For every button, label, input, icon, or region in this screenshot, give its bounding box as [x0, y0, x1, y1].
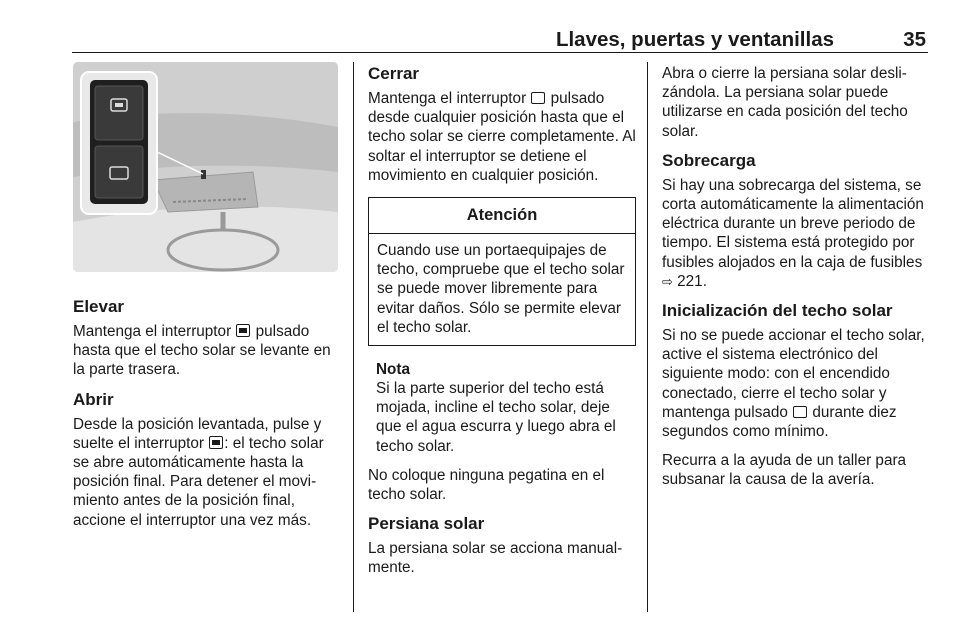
page-number: 35 [903, 28, 926, 51]
column-middle [368, 64, 636, 588]
column-left [73, 62, 341, 540]
sunroof-close-icon [531, 92, 545, 104]
warning-title: Atención [369, 198, 635, 234]
sunroof-switch-illustration [73, 62, 338, 272]
section-heading-cerrar: Cerrar [368, 64, 420, 83]
note-text: Si la parte superior del techo está mojada, incline el techo solar, deje que el agua escurra y luego abra el techo solar. [376, 380, 616, 455]
abrir-text-pre: Desde la posición levantada, pulse y suelte el interruptor [73, 415, 322, 452]
cerrar-text-pre: Mantenga el interruptor [368, 90, 527, 107]
abrir-paragraph [73, 415, 341, 530]
page-reference-icon: ⇨ [662, 273, 673, 289]
sticker-paragraph: No coloque ninguna pegatina en el techo solar. [368, 466, 605, 504]
sunroof-close-icon [793, 406, 807, 418]
note-title: Nota [376, 361, 410, 379]
warning-box [368, 197, 636, 346]
header-title: Llaves, puertas y ventanillas [555, 28, 834, 51]
warning-text: Cuando use un portaequipajes de techo, compruebe que el techo solar se puede mover libremente para evitar daños. Sólo se permite elevar el techo solar. [377, 242, 625, 336]
init-text-post: durante diez segundos como mínimo. [662, 403, 897, 441]
cerrar-text-post: pulsado desde cualquier posición hasta que el techo solar se cierre completamente. Al soltar el interruptor se detiene el movimiento en cualquier posición. [368, 90, 636, 184]
section-heading-sobrecarga: Sobrecarga [662, 150, 756, 170]
sobrecarga-ref-page[interactable]: 221 [677, 272, 703, 290]
sunroof-tilt-icon [236, 324, 250, 337]
persiana-paragraph: La persiana solar se acciona manualmente. [368, 540, 623, 577]
sobrecarga-paragraph: Si hay una sobrecarga del sistema, se corta automáticamente la alimentación eléctrica durante un breve periodo de tiempo. El sistema está protegido por fusibles alojados en la caja de fusibles ⇨ 221. [662, 176, 924, 290]
sunroof-tilt-icon [209, 436, 223, 449]
column-divider [647, 62, 648, 612]
abrir-text-post: : el techo solar se abre automáticamente hasta la posición final. Para detener el movimiento antes de la posición final, accione el interruptor una vez más. [73, 434, 324, 529]
elevar-text-pre: Mantenga el interruptor [73, 323, 232, 340]
workshop-paragraph: Recurra a la ayuda de un taller para subsanar la causa de la avería. [662, 452, 907, 489]
elevar-paragraph [73, 322, 341, 380]
init-text-pre: Si no se puede accionar el techo solar, active el sistema electrónico del siguiente modo: con el encendido conectado, cierre el techo solar y mantenga pulsado [662, 327, 925, 421]
inicializacion-paragraph [662, 326, 932, 441]
persiana-continued-paragraph: Abra o cierre la persiana solar deslizándola. La persiana solar puede utilizarse en cada posición del techo solar. [662, 65, 908, 140]
column-right [662, 64, 932, 500]
sunroof-switch-figure [73, 62, 338, 272]
section-heading-elevar: Elevar [73, 297, 125, 316]
note-block [376, 360, 636, 456]
sobrecarga-text-pre: Si hay una sobrecarga del sistema, se corta automáticamente la alimentación eléctrica durante un breve periodo de tiempo. El sistema está protegido por fusibles alojados en la caja de fusibles [662, 176, 924, 271]
cerrar-paragraph [368, 89, 636, 185]
page-header [72, 26, 928, 53]
section-heading-abrir: Abrir [73, 389, 114, 409]
section-heading-inicializacion: Inicialización del techo solar [662, 301, 893, 321]
column-divider [353, 62, 354, 612]
elevar-text-post: pulsado hasta que el techo solar se levante en la parte trasera. [73, 323, 331, 379]
section-heading-persiana: Persiana solar [368, 514, 485, 534]
